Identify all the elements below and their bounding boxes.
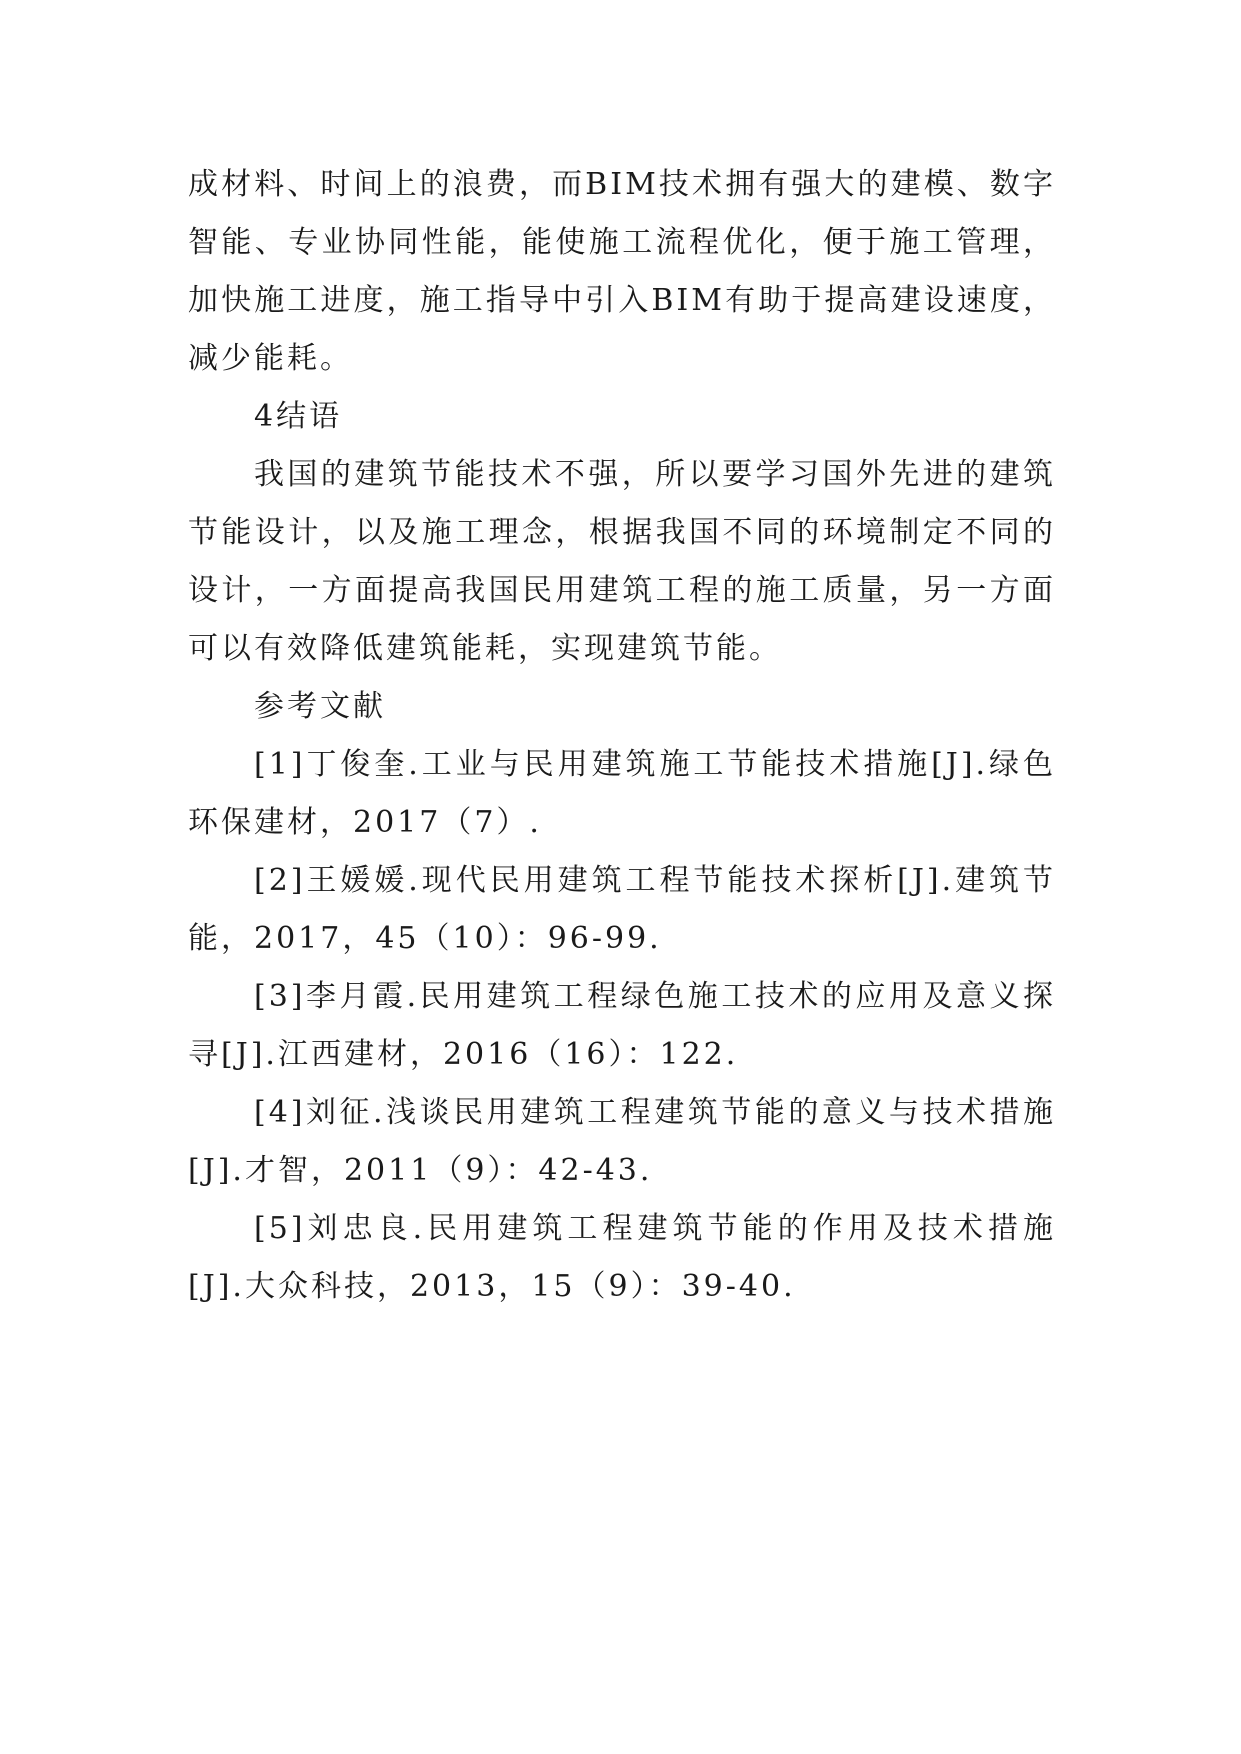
reference-list <box>188 736 1056 1316</box>
reference-item: [4]刘征.浅谈民用建筑工程建筑节能的意义与技术措施[J].才智，2011（9）：42-43. <box>188 1095 1056 1188</box>
reference-item: [2]王媛媛.现代民用建筑工程节能技术探析[J].建筑节能，2017，45（10）：96-99. <box>188 863 1056 956</box>
reference-item: [1]丁俊奎.工业与民用建筑施工节能技术措施[J].绿色环保建材，2017（7）. <box>188 747 1056 840</box>
body-paragraph-continued: 成材料、时间上的浪费，而BIM技术拥有强大的建模、数字智能、专业协同性能，能使施工流程优化，便于施工管理，加快施工进度，施工指导中引入BIM有助于提高建设速度，减少能耗。 <box>188 167 1056 376</box>
reference-item: [3]李月霞.民用建筑工程绿色施工技术的应用及意义探寻[J].江西建材，2016（16）：122. <box>188 979 1056 1072</box>
references-heading: 参考文献 <box>254 689 386 724</box>
document-page <box>188 156 1056 1316</box>
conclusion-paragraph: 我国的建筑节能技术不强，所以要学习国外先进的建筑节能设计，以及施工理念，根据我国不同的环境制定不同的设计，一方面提高我国民用建筑工程的施工质量，另一方面可以有效降低建筑能耗，实现建筑节能。 <box>188 457 1056 666</box>
conclusion-heading: 4结语 <box>254 399 343 434</box>
reference-item: [5]刘忠良.民用建筑工程建筑节能的作用及技术措施[J].大众科技，2013，15（9）：39-40. <box>188 1211 1056 1304</box>
